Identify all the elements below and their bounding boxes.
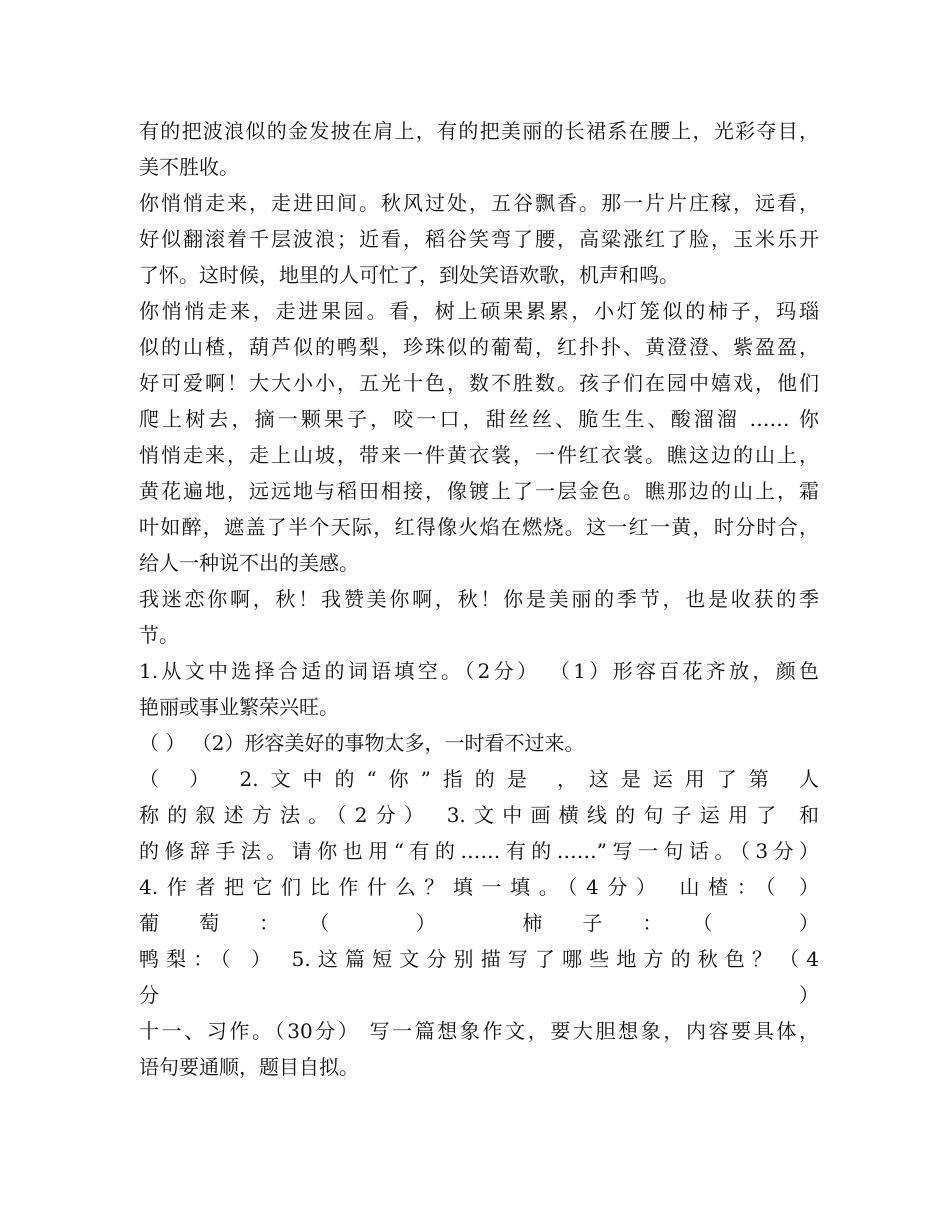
text-line: 黄花遍地，远远地与稻田相接，像镀上了一层金色。瞧那边的山上，霜: [139, 479, 819, 503]
text-line: 美不胜收。: [139, 155, 239, 179]
question-line: 分 ）: [139, 983, 819, 1007]
text-line: 悄悄走来，走上山坡，带来一件黄衣裳，一件红衣裳。瞧这边的山上，: [139, 443, 819, 467]
question-line: 艳丽或事业繁荣兴旺。: [139, 695, 339, 719]
text-line: 了怀。这时候，地里的人可忙了，到处笑语欢歌，机声和鸣。: [139, 263, 679, 287]
text-line: 好可爱啊！大大小小，五光十色，数不胜数。孩子们在园中嬉戏，他们: [139, 371, 819, 395]
text-line: 给人一种说不出的美感。: [139, 551, 359, 575]
text-line: 好似翻滚着千层波浪；近看，稻谷笑弯了腰，高粱涨红了脸，玉米乐开: [139, 227, 819, 251]
question-line: 的修辞手法。请你也用“有的……有的……”写一句话。（3分）: [139, 839, 819, 863]
text-line: 有的把波浪似的金发披在肩上，有的把美丽的长裙系在腰上，光彩夺目，: [139, 119, 819, 143]
text-line: 节。: [139, 623, 179, 647]
question-line: 称的叙述方法。（2分） 3.文中画横线的句子运用了 和: [139, 803, 819, 827]
text-line: 叶如醉，遮盖了半个天际，红得像火焰在燃烧。这一红一黄，时分时合，: [139, 515, 819, 539]
question-line: 4.作者把它们比作什么？填一填。（4分） 山楂：（ ）: [139, 875, 819, 899]
composition-line: 十一、习作。（30分） 写一篇想象作文，要大胆想象，内容要具体，: [139, 1019, 819, 1043]
question-line: （ ） 2.文中的“你”指的是 ，这是运用了第 人: [139, 767, 819, 791]
question-line: 鸭梨：（ ） 5.这篇短文分别描写了哪些地方的秋色？（4: [139, 947, 819, 971]
text-line: 你悄悄走来，走进果园。看，树上硕果累累，小灯笼似的柿子，玛瑙: [139, 299, 819, 323]
text-line: 爬上树去，摘一颗果子，咬一口，甜丝丝、脆生生、酸溜溜 …… 你: [139, 407, 819, 431]
question-line: （ ） （2）形容美好的事物太多，一时看不过来。: [139, 731, 585, 755]
question-line: 葡萄：（ ） 柿子：（ ）: [139, 911, 819, 935]
text-line: 我迷恋你啊，秋！我赞美你啊，秋！你是美丽的季节，也是收获的季: [139, 587, 819, 611]
text-line: 似的山楂，葫芦似的鸭梨，珍珠似的葡萄，红扑扑、黄澄澄、紫盈盈，: [139, 335, 819, 359]
question-line: 1.从文中选择合适的词语填空。（2分） （1）形容百花齐放，颜色: [139, 659, 819, 683]
text-line: 你悄悄走来，走进田间。秋风过处，五谷飘香。那一片片庄稼，远看，: [139, 191, 819, 215]
composition-line: 语句要通顺，题目自拟。: [139, 1055, 359, 1079]
